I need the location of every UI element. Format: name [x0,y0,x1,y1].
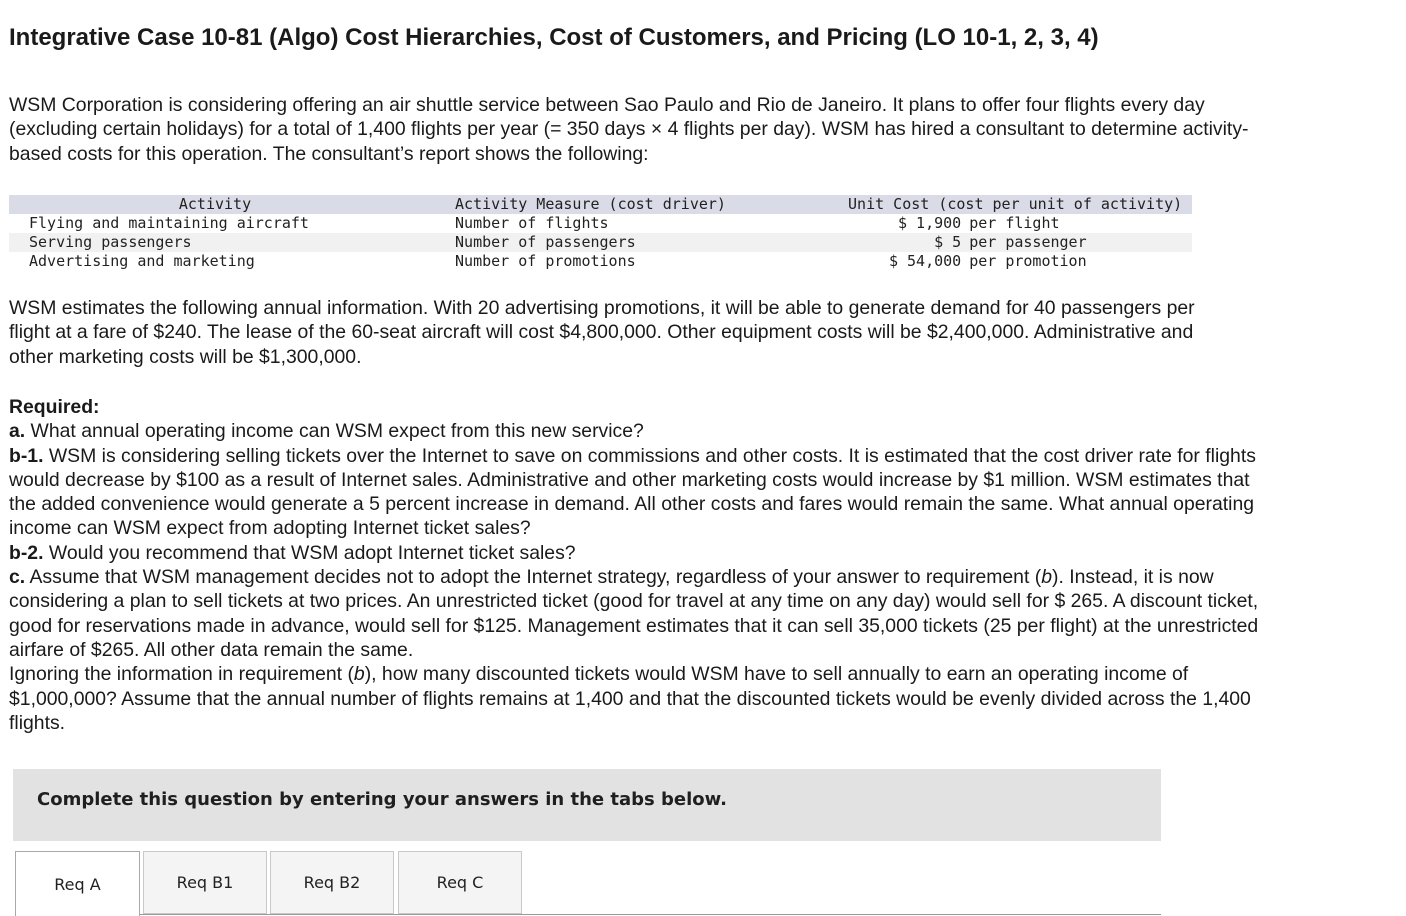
unit-cost-unit: per flight [969,214,1060,232]
unit-cost-amount: $ 5 [934,233,962,251]
requirement-c [9,565,1279,662]
requirement-c-question-after: ), how many discounted tickets would WSM have to sell annually to earn an operating income of $1,000,000? Assume that the annual number of flights remains at 1,400 and that the discounted tickets would be evenly divided across the 1,400 flights. [9,663,1251,734]
activity-cost-table [9,195,1192,271]
requirement-b1 [9,444,1279,541]
requirement-c-label: c. [9,566,26,589]
instruction-box [13,769,1161,841]
activity-cell: Serving passengers [29,233,192,251]
unit-cost-cell [828,214,1192,233]
required-section [9,395,1279,735]
requirement-c-question-before: Ignoring the information in requirement ( [9,663,354,686]
unit-cost-cell [828,252,1192,271]
measure-cell: Number of flights [455,214,609,232]
header-activity-measure: Activity Measure (cost driver) [455,195,726,213]
tab-req-b1[interactable]: Req B1 [143,851,267,914]
tab-baseline [15,914,1161,915]
requirement-b2-text: Would you recommend that WSM adopt Internet ticket sales? [43,541,576,564]
unit-cost-amount: $ 54,000 [888,252,962,270]
requirement-b1-label: b-1. [9,444,44,467]
requirement-c-text-after: ). Instead, it is now considering a plan to sell tickets at two prices. An unrestricted ticket (good for travel at any time on any day) would sell for $ 265. A discount ticket, good for reservations made in advance, would sell for $125. Management estimates that it can sell 35,000 tickets (25 per flight) at the unrestricted airfare of $265. All other data remain the same. [9,566,1259,661]
activity-cell: Flying and maintaining aircraft [29,214,309,232]
requirement-c-question [9,662,1279,735]
tab-req-a[interactable]: Req A [15,851,140,916]
required-heading: Required: [9,396,100,418]
requirement-b1-text: WSM is considering selling tickets over the Internet to save on commissions and other costs. It is estimated that the cost driver rate for flights would decrease by $100 as a result of Internet sales. Administrative and other marketing costs would increase by $1 million. WSM estimates that the added convenience would generate a 5 percent increase in demand. All other costs and fares would remain the same. What annual operating income can WSM expect from adopting Internet ticket sales? [9,444,1256,540]
requirement-c-text-before: Assume that WSM management decides not to adopt the Internet strategy, regardless of your answer to requirement ( [25,566,1042,589]
unit-cost-unit: per passenger [969,233,1087,251]
header-activity: Activity [178,195,252,213]
instruction-text: Complete this question by entering your answers in the tabs below. [37,789,727,810]
measure-cell: Number of passengers [455,233,636,251]
requirement-a-text: What annual operating income can WSM expect from this new service? [25,420,644,443]
requirement-a [9,419,1279,443]
unit-cost-amount: $ 1,900 [898,214,962,232]
intro-paragraph: WSM Corporation is considering offering an air shuttle service between Sao Paulo and Rio de Janeiro. It plans to offer four flights every day (excluding certain holidays) for a total of 1,400 flights per year (= 350 days × 4 flights per day). WSM has hired a consultant to determine activity-based costs for this operation. The consultant’s report shows the following: [9,94,1249,165]
table-row [9,214,1192,233]
tab-req-c[interactable]: Req C [398,851,522,914]
tab-req-b2[interactable]: Req B2 [270,851,394,914]
table-row [9,252,1192,271]
requirement-a-label: a. [9,420,26,443]
unit-cost-unit: per promotion [969,252,1087,270]
requirement-c-question-ref: b [353,663,365,686]
requirement-c-ref: b [1041,566,1052,589]
page-title: Integrative Case 10-81 (Algo) Cost Hierarchies, Cost of Customers, and Pricing (LO 10-1, 2, 3, 4) [9,24,1099,51]
activity-cell: Advertising and marketing [29,252,255,270]
requirement-tabs [15,851,1161,916]
requirement-b2 [9,541,1279,565]
table-header-row [9,195,1192,214]
header-unit-cost: Unit Cost (cost per unit of activity) [848,195,1183,213]
unit-cost-cell [828,233,1192,252]
requirement-b2-label: b-2. [9,541,44,564]
annual-info-paragraph: WSM estimates the following annual information. With 20 advertising promotions, it will be able to generate demand for 40 passengers per flight at a fare of $240. The lease of the 60-seat aircraft will cost $4,800,000. Other equipment costs will be $2,400,000. Administrative and other marketing costs will be $1,300,000. [9,297,1195,368]
table-row [9,233,1192,252]
measure-cell: Number of promotions [455,252,636,270]
